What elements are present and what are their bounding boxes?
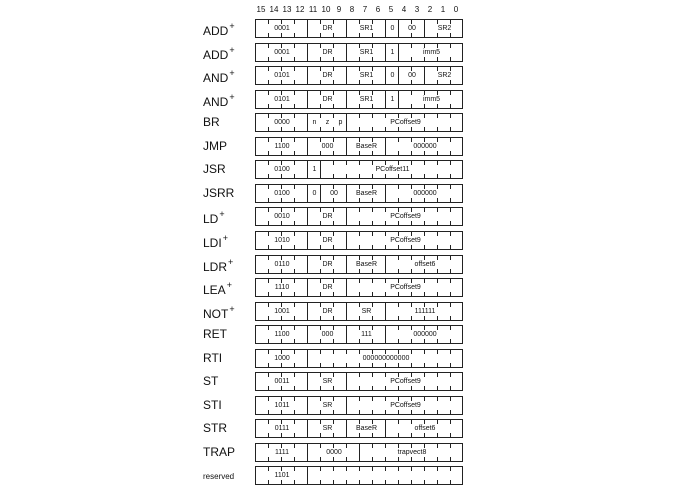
- bit-field: SR1: [359, 25, 374, 32]
- mnemonic-text: JSRR: [203, 185, 235, 200]
- modifies-cc-marker: +: [226, 280, 232, 291]
- bit-field: DR: [322, 284, 333, 292]
- bit-field: DR: [322, 307, 333, 315]
- encoding-row: [255, 113, 463, 132]
- bit-field: BaseR: [355, 142, 377, 150]
- instruction-mnemonic: [203, 233, 228, 250]
- bit-field: 1011: [274, 401, 290, 409]
- mnemonic-text: LDR: [203, 259, 228, 274]
- instruction-mnemonic: [203, 209, 225, 226]
- bit-field: 111111: [414, 307, 436, 315]
- bit-field: 0: [312, 189, 317, 197]
- bit-field: 0011: [274, 378, 290, 386]
- bit-field: 0000: [326, 448, 342, 456]
- bit-number-label: 4: [401, 5, 407, 14]
- modifies-cc-marker: +: [222, 232, 228, 243]
- bit-field: DR: [322, 72, 333, 80]
- bit-field: 000: [321, 331, 334, 339]
- bit-number-label: 6: [375, 5, 381, 14]
- mnemonic-text: ADD: [203, 47, 229, 62]
- instruction-mnemonic: [203, 351, 222, 365]
- bit-field: p: [338, 119, 343, 127]
- instruction-mnemonic: [203, 304, 235, 321]
- bit-field: 111: [361, 331, 372, 339]
- bit-field: SR: [361, 307, 372, 315]
- encoding-row: [255, 66, 463, 85]
- bit-field: BaseR: [355, 189, 377, 197]
- bit-number-label: 15: [256, 5, 266, 14]
- bit-field: BaseR: [355, 425, 377, 433]
- instruction-mnemonic: [203, 398, 222, 412]
- mnemonic-text: ADD: [203, 24, 229, 38]
- bit-field: offset6: [414, 425, 436, 433]
- bit-field: SR2: [437, 72, 452, 80]
- bit-field: 000000000000: [362, 354, 410, 362]
- encoding-row: [255, 255, 463, 274]
- bit-number-label: 8: [349, 5, 355, 14]
- encoding-row: [255, 466, 463, 485]
- bit-field: 0001: [274, 25, 290, 32]
- bit-field: PCoffset9: [390, 213, 421, 221]
- instruction-mnemonic: [203, 472, 234, 481]
- instruction-mnemonic: [203, 327, 227, 341]
- bit-field: DR: [322, 213, 333, 221]
- bit-number-label: 12: [295, 5, 305, 14]
- instruction-mnemonic: [203, 374, 218, 388]
- bit-field: 0101: [274, 72, 290, 80]
- bit-number-label: 7: [362, 5, 368, 14]
- bit-field: SR: [322, 378, 333, 386]
- bit-number-label: 14: [269, 5, 279, 14]
- instruction-mnemonic: [203, 68, 235, 85]
- modifies-cc-marker: +: [228, 256, 234, 267]
- mnemonic-text: LD: [203, 212, 219, 227]
- bit-field: SR1: [359, 72, 374, 80]
- bit-field: DR: [322, 25, 333, 32]
- mnemonic-text: TRAP: [203, 444, 236, 459]
- bit-field: SR: [322, 425, 333, 433]
- bit-field: 1100: [274, 142, 290, 150]
- bit-field: BaseR: [355, 260, 377, 268]
- bit-field: 1111: [274, 448, 289, 456]
- bit-field: 0101: [274, 95, 290, 103]
- bit-field: PCoffset9: [390, 236, 421, 244]
- instruction-mnemonic: [203, 186, 234, 200]
- bit-field: PCoffset11: [375, 166, 410, 174]
- instruction-mnemonic: [203, 139, 227, 153]
- encoding-row: [255, 325, 463, 344]
- encoding-row: [255, 160, 463, 179]
- mnemonic-text: AND: [203, 94, 229, 109]
- bit-field: DR: [322, 48, 333, 56]
- bit-field: SR: [322, 401, 333, 409]
- bit-field: 0: [390, 72, 395, 80]
- bit-field: z: [325, 119, 330, 127]
- encoding-row: [255, 43, 463, 62]
- mnemonic-text: STI: [203, 397, 222, 412]
- bit-field: 00: [330, 189, 338, 197]
- encoding-row: [255, 19, 463, 38]
- modifies-cc-marker: +: [229, 44, 235, 55]
- encoding-row: [255, 372, 463, 391]
- modifies-cc-marker: +: [229, 68, 235, 79]
- bit-number-label: 5: [388, 5, 394, 14]
- bit-field: SR1: [359, 48, 374, 56]
- bit-field: 1001: [274, 307, 290, 315]
- mnemonic-text: reserved: [203, 472, 235, 482]
- bit-field: 0111: [274, 425, 290, 433]
- encoding-row: [255, 137, 463, 156]
- bit-field: imm5: [422, 95, 441, 103]
- encoding-row: [255, 90, 463, 109]
- bit-field: imm5: [422, 48, 441, 56]
- bit-field: PCoffset9: [390, 401, 421, 409]
- encoding-row: [255, 184, 463, 203]
- bit-field: 0100: [274, 189, 290, 197]
- mnemonic-text: STR: [203, 421, 227, 436]
- bit-field: 1: [312, 166, 317, 174]
- mnemonic-text: LEA: [203, 283, 226, 298]
- instruction-mnemonic: [203, 421, 227, 435]
- bit-field: PCoffset9: [390, 284, 421, 292]
- bit-field: 000: [321, 142, 334, 150]
- instruction-mnemonic: [203, 445, 235, 459]
- bit-field: 0110: [274, 260, 290, 268]
- bit-field: DR: [322, 236, 333, 244]
- bit-field: offset6: [414, 260, 436, 268]
- mnemonic-text: RET: [203, 327, 227, 342]
- encoding-row: [255, 278, 463, 297]
- encoding-row: [255, 443, 463, 462]
- bit-field: n: [312, 119, 317, 127]
- encoding-row: [255, 302, 463, 321]
- bit-number-label: 0: [453, 5, 459, 14]
- mnemonic-text: JMP: [203, 138, 227, 153]
- bit-field: 0010: [274, 213, 290, 221]
- bit-number-label: 3: [414, 5, 420, 14]
- bit-field: 0: [390, 25, 395, 32]
- bit-field: 00: [408, 25, 416, 32]
- bit-field: 1000: [274, 354, 290, 362]
- bit-field: 1101: [274, 472, 290, 480]
- bit-field: [308, 467, 464, 484]
- encoding-row: [255, 207, 463, 226]
- bit-number-label: 11: [308, 5, 318, 14]
- instruction-mnemonic: [203, 45, 235, 62]
- bit-field: PCoffset9: [390, 119, 421, 127]
- bit-field: 0100: [274, 166, 290, 174]
- bit-field: 1010: [274, 236, 290, 244]
- modifies-cc-marker: +: [219, 209, 225, 220]
- mnemonic-text: RTI: [203, 350, 223, 365]
- mnemonic-text: LDI: [203, 235, 222, 250]
- bit-field: DR: [322, 260, 333, 268]
- bit-field: SR2: [437, 25, 452, 32]
- bit-field: PCoffset9: [390, 378, 421, 386]
- mnemonic-text: ST: [203, 374, 219, 389]
- bit-field: 1: [390, 48, 395, 56]
- bit-field: trapvect8: [397, 448, 427, 456]
- bit-field: SR1: [359, 95, 374, 103]
- instruction-mnemonic: [203, 280, 232, 297]
- bit-field: 0001: [274, 48, 290, 56]
- mnemonic-text: AND: [203, 71, 229, 86]
- instruction-mnemonic: [203, 115, 220, 129]
- bit-field: DR: [322, 95, 333, 103]
- instruction-mnemonic: [203, 92, 235, 109]
- encoding-row: [255, 349, 463, 368]
- modifies-cc-marker: +: [229, 303, 235, 314]
- bit-field: 000000: [413, 142, 437, 150]
- bit-number-label: 9: [336, 5, 342, 14]
- mnemonic-text: BR: [203, 115, 220, 130]
- bit-field: 00: [408, 72, 416, 80]
- bit-number-label: 13: [282, 5, 292, 14]
- bit-field: 000000: [413, 331, 437, 339]
- encoding-row: [255, 396, 463, 415]
- encoding-row: [255, 419, 463, 438]
- bit-number-label: 2: [427, 5, 433, 14]
- bit-field: 000000: [413, 189, 437, 197]
- mnemonic-text: NOT: [203, 306, 229, 321]
- bit-number-label: 10: [321, 5, 331, 14]
- modifies-cc-marker: +: [229, 21, 235, 31]
- instruction-mnemonic: [203, 21, 235, 38]
- bit-field: 0000: [274, 119, 290, 127]
- bit-field: 1: [390, 95, 395, 103]
- instruction-mnemonic: [203, 162, 226, 176]
- mnemonic-text: JSR: [203, 162, 226, 177]
- instruction-mnemonic: [203, 257, 233, 274]
- bit-number-label: 1: [440, 5, 446, 14]
- bit-field: 1100: [274, 331, 290, 339]
- modifies-cc-marker: +: [229, 91, 235, 102]
- bit-field: 1110: [274, 284, 290, 292]
- encoding-row: [255, 231, 463, 250]
